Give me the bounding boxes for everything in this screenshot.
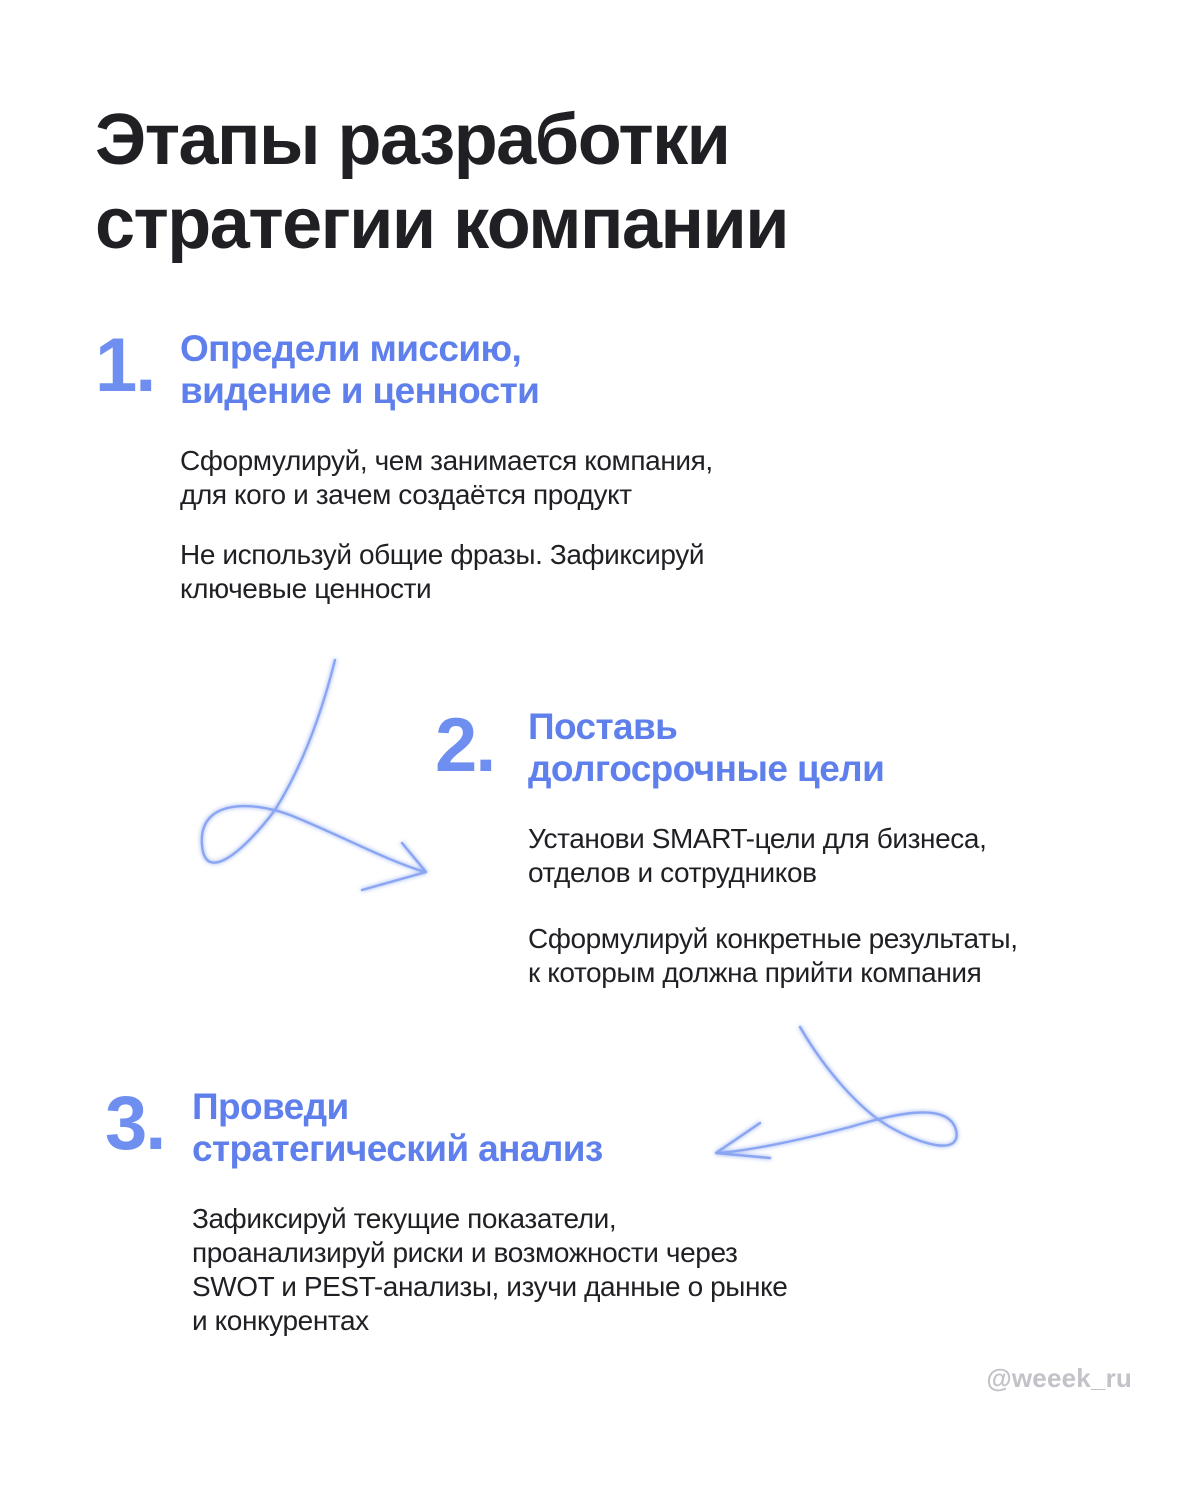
loop-arrow-icon — [700, 1015, 970, 1175]
step-heading — [528, 706, 884, 790]
step-heading-line: Проведи — [192, 1086, 349, 1127]
paragraph-line: SWOT и PEST-анализы, изучи данные о рынке — [192, 1271, 788, 1302]
step-paragraph — [528, 822, 986, 890]
page-title-line-1: Этапы разработки — [95, 100, 730, 180]
step-heading-line: видение и ценности — [180, 370, 540, 411]
step-heading-line: Поставь — [528, 706, 678, 747]
step-paragraph — [192, 1202, 787, 1338]
paragraph-line: к которым должна прийти компания — [528, 957, 982, 988]
step-paragraph — [528, 922, 1018, 990]
paragraph-line: и конкурентах — [192, 1305, 369, 1336]
step-heading — [180, 328, 539, 412]
step-heading — [192, 1086, 603, 1170]
step-heading-line: Определи миссию, — [180, 328, 522, 369]
paragraph-line: Сформулируй, чем занимается компания, — [180, 445, 713, 476]
paragraph-line: Зафиксируй текущие показатели, — [192, 1203, 617, 1234]
loop-arrow-icon — [190, 650, 440, 900]
step-heading-line: долгосрочные цели — [528, 748, 885, 789]
step-number: 2. — [435, 703, 495, 788]
paragraph-line: отделов и сотрудников — [528, 857, 817, 888]
paragraph-line: для кого и зачем создаётся продукт — [180, 479, 632, 510]
step-heading-line: стратегический анализ — [192, 1128, 603, 1169]
step-paragraph — [180, 538, 704, 606]
paragraph-line: ключевые ценности — [180, 573, 432, 604]
page-title — [95, 98, 788, 266]
page-title-line-2: стратегии компании — [95, 184, 789, 264]
paragraph-line: Не используй общие фразы. Зафиксируй — [180, 539, 705, 570]
step-number: 1. — [95, 323, 155, 408]
step-paragraph — [180, 444, 713, 512]
paragraph-line: Сформулируй конкретные результаты, — [528, 923, 1018, 954]
step-number: 3. — [105, 1081, 165, 1166]
paragraph-line: Установи SMART-цели для бизнеса, — [528, 823, 987, 854]
social-handle[interactable]: @weeek_ru — [986, 1363, 1132, 1393]
paragraph-line: проанализируй риски и возможности через — [192, 1237, 738, 1268]
